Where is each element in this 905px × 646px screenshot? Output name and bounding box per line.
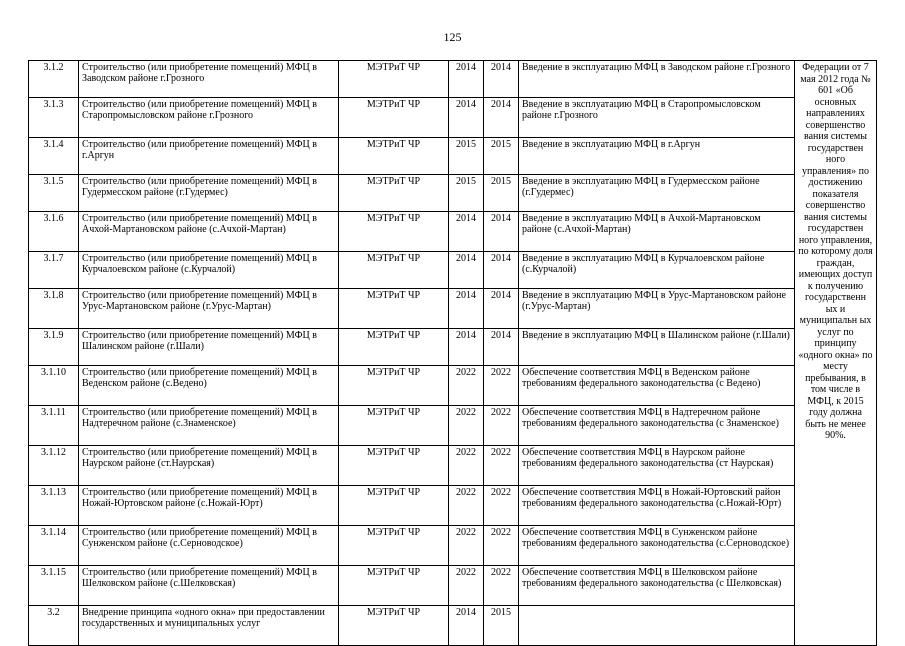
row-start-year: 2015 <box>449 175 484 212</box>
row-executor: МЭТРиТ ЧР <box>339 252 449 289</box>
row-measure: Строительство (или приобретение помещений) МФЦ в Шелковском районе (с.Шелковская) <box>79 566 339 606</box>
row-measure: Строительство (или приобретение помещений) МФЦ в Гудермесском районе (г.Гудермес) <box>79 175 339 212</box>
row-number: 3.1.14 <box>29 526 79 566</box>
row-result: Введение в эксплуатацию МФЦ в Шалинском районе (г.Шали) <box>519 329 795 366</box>
row-measure: Строительство (или приобретение помещений) МФЦ в Курчалоевском районе (с.Курчалой) <box>79 252 339 289</box>
table-row <box>29 329 877 366</box>
row-executor: МЭТРиТ ЧР <box>339 366 449 406</box>
row-measure: Строительство (или приобретение помещений) МФЦ в Заводском районе г.Грозного <box>79 61 339 98</box>
row-measure: Строительство (или приобретение помещений) МФЦ в г.Аргун <box>79 138 339 175</box>
row-end-year: 2022 <box>484 406 519 446</box>
row-measure: Строительство (или приобретение помещений) МФЦ в Старопромысловском районе г.Грозного <box>79 98 339 138</box>
row-measure: Строительство (или приобретение помещений) МФЦ в Надтеречном районе (с.Знаменское) <box>79 406 339 446</box>
row-measure: Строительство (или приобретение помещений) МФЦ в Веденском районе (с.Ведено) <box>79 366 339 406</box>
row-end-year: 2014 <box>484 98 519 138</box>
row-measure: Строительство (или приобретение помещений) МФЦ в Ачхой-Мартановском районе (с.Ачхой-Мартан) <box>79 212 339 252</box>
page-number: 125 <box>443 30 462 44</box>
row-measure: Внедрение принципа «одного окна» при предоставлении государственных и муниципальных услуг <box>79 606 339 646</box>
table-row <box>29 175 877 212</box>
table-row <box>29 252 877 289</box>
row-start-year: 2014 <box>449 98 484 138</box>
row-start-year: 2022 <box>449 526 484 566</box>
row-end-year: 2015 <box>484 175 519 212</box>
table-row <box>29 566 877 606</box>
row-start-year: 2014 <box>449 329 484 366</box>
row-number: 3.1.9 <box>29 329 79 366</box>
row-executor: МЭТРиТ ЧР <box>339 289 449 329</box>
row-end-year: 2022 <box>484 446 519 486</box>
activity-table <box>28 60 877 646</box>
row-number: 3.1.10 <box>29 366 79 406</box>
table-row <box>29 212 877 252</box>
row-executor: МЭТРиТ ЧР <box>339 98 449 138</box>
row-executor: МЭТРиТ ЧР <box>339 446 449 486</box>
row-number: 3.1.8 <box>29 289 79 329</box>
row-result: Введение в эксплуатацию МФЦ в Заводском районе г.Грозного <box>519 61 795 98</box>
row-start-year: 2022 <box>449 486 484 526</box>
row-start-year: 2014 <box>449 606 484 646</box>
row-result: Введение в эксплуатацию МФЦ в Гудермесском районе (г.Гудермес) <box>519 175 795 212</box>
row-executor: МЭТРиТ ЧР <box>339 606 449 646</box>
row-measure: Строительство (или приобретение помещений) МФЦ в Шалинском районе (г.Шали) <box>79 329 339 366</box>
row-executor: МЭТРиТ ЧР <box>339 61 449 98</box>
row-result: Введение в эксплуатацию МФЦ в г.Аргун <box>519 138 795 175</box>
row-end-year: 2015 <box>484 138 519 175</box>
row-end-year: 2022 <box>484 526 519 566</box>
row-end-year: 2015 <box>484 606 519 646</box>
row-executor: МЭТРиТ ЧР <box>339 329 449 366</box>
row-number: 3.1.5 <box>29 175 79 212</box>
row-executor: МЭТРиТ ЧР <box>339 212 449 252</box>
table-row <box>29 366 877 406</box>
table-row <box>29 98 877 138</box>
row-result: Обеспечение соответствия МФЦ в Наурском районе требованиям федерального законодательства (ст Наурская) <box>519 446 795 486</box>
row-end-year: 2022 <box>484 566 519 606</box>
row-end-year: 2014 <box>484 61 519 98</box>
row-executor: МЭТРиТ ЧР <box>339 486 449 526</box>
row-number: 3.1.12 <box>29 446 79 486</box>
row-executor: МЭТРиТ ЧР <box>339 526 449 566</box>
row-end-year: 2022 <box>484 366 519 406</box>
row-start-year: 2022 <box>449 566 484 606</box>
row-result: Введение в эксплуатацию МФЦ в Курчалоевском районе (с.Курчалой) <box>519 252 795 289</box>
row-start-year: 2014 <box>449 212 484 252</box>
row-number: 3.1.6 <box>29 212 79 252</box>
row-number: 3.1.11 <box>29 406 79 446</box>
row-number: 3.1.7 <box>29 252 79 289</box>
row-executor: МЭТРиТ ЧР <box>339 138 449 175</box>
row-measure: Строительство (или приобретение помещений) МФЦ в Наурском районе (ст.Наурская) <box>79 446 339 486</box>
row-result: Обеспечение соответствия МФЦ в Сунженском районе требованиям федерального законодательства (с.Серноводское) <box>519 526 795 566</box>
row-start-year: 2014 <box>449 61 484 98</box>
row-end-year: 2022 <box>484 486 519 526</box>
row-start-year: 2014 <box>449 252 484 289</box>
row-end-year: 2014 <box>484 252 519 289</box>
table-row <box>29 289 877 329</box>
row-executor: МЭТРиТ ЧР <box>339 406 449 446</box>
row-executor: МЭТРиТ ЧР <box>339 566 449 606</box>
row-executor: МЭТРиТ ЧР <box>339 175 449 212</box>
table-row <box>29 486 877 526</box>
row-start-year: 2022 <box>449 446 484 486</box>
row-number: 3.2 <box>29 606 79 646</box>
row-result: Обеспечение соответствия МФЦ в Надтеречном районе требованиям федерального законодательства (с Знаменское) <box>519 406 795 446</box>
row-number: 3.1.15 <box>29 566 79 606</box>
row-result: Введение в эксплуатацию МФЦ в Урус-Мартановском районе (г.Урус-Мартан) <box>519 289 795 329</box>
table-row <box>29 61 877 98</box>
row-end-year: 2014 <box>484 289 519 329</box>
row-end-year: 2014 <box>484 329 519 366</box>
row-number: 3.1.4 <box>29 138 79 175</box>
row-result: Обеспечение соответствия МФЦ в Ножай-Юртовский район требованиям федерального законодательства (с.Ножай-Юрт) <box>519 486 795 526</box>
row-number: 3.1.13 <box>29 486 79 526</box>
row-end-year: 2014 <box>484 212 519 252</box>
row-start-year: 2022 <box>449 366 484 406</box>
row-start-year: 2015 <box>449 138 484 175</box>
table-row <box>29 406 877 446</box>
row-measure: Строительство (или приобретение помещений) МФЦ в Ножай-Юртовском районе (с.Ножай-Юрт) <box>79 486 339 526</box>
row-result: Обеспечение соответствия МФЦ в Шелковском районе требованиям федерального законодательства (с Шелковская) <box>519 566 795 606</box>
row-measure: Строительство (или приобретение помещений) МФЦ в Сунженском районе (с.Серноводское) <box>79 526 339 566</box>
table-body <box>29 61 877 646</box>
row-result: Обеспечение соответствия МФЦ в Веденском районе требованиям федерального законодательства (с Ведено) <box>519 366 795 406</box>
table-row <box>29 526 877 566</box>
table-row <box>29 446 877 486</box>
row-result: Введение в эксплуатацию МФЦ в Ачхой-Мартановском районе (с.Ачхой-Мартан) <box>519 212 795 252</box>
row-number: 3.1.3 <box>29 98 79 138</box>
side-note: Федерации от 7 мая 2012 года № 601 «Об основных направлениях совершенство вания системы государствен ного управления» по достижению показателя совершенство вания системы государствен ного управления, по которому доля граждан, имеющих доступ к получению государственн ых и муниципальн ых услуг по принципу «одного окна» по месту пребывания, в том числе в МФЦ, к 2015 году должна быть не менее 90%. <box>795 61 877 646</box>
row-measure: Строительство (или приобретение помещений) МФЦ в Урус-Мартановском районе (г.Урус-Мартан) <box>79 289 339 329</box>
table-row <box>29 138 877 175</box>
row-start-year: 2014 <box>449 289 484 329</box>
row-number: 3.1.2 <box>29 61 79 98</box>
row-start-year: 2022 <box>449 406 484 446</box>
row-result: Введение в эксплуатацию МФЦ в Старопромысловском районе г.Грозного <box>519 98 795 138</box>
